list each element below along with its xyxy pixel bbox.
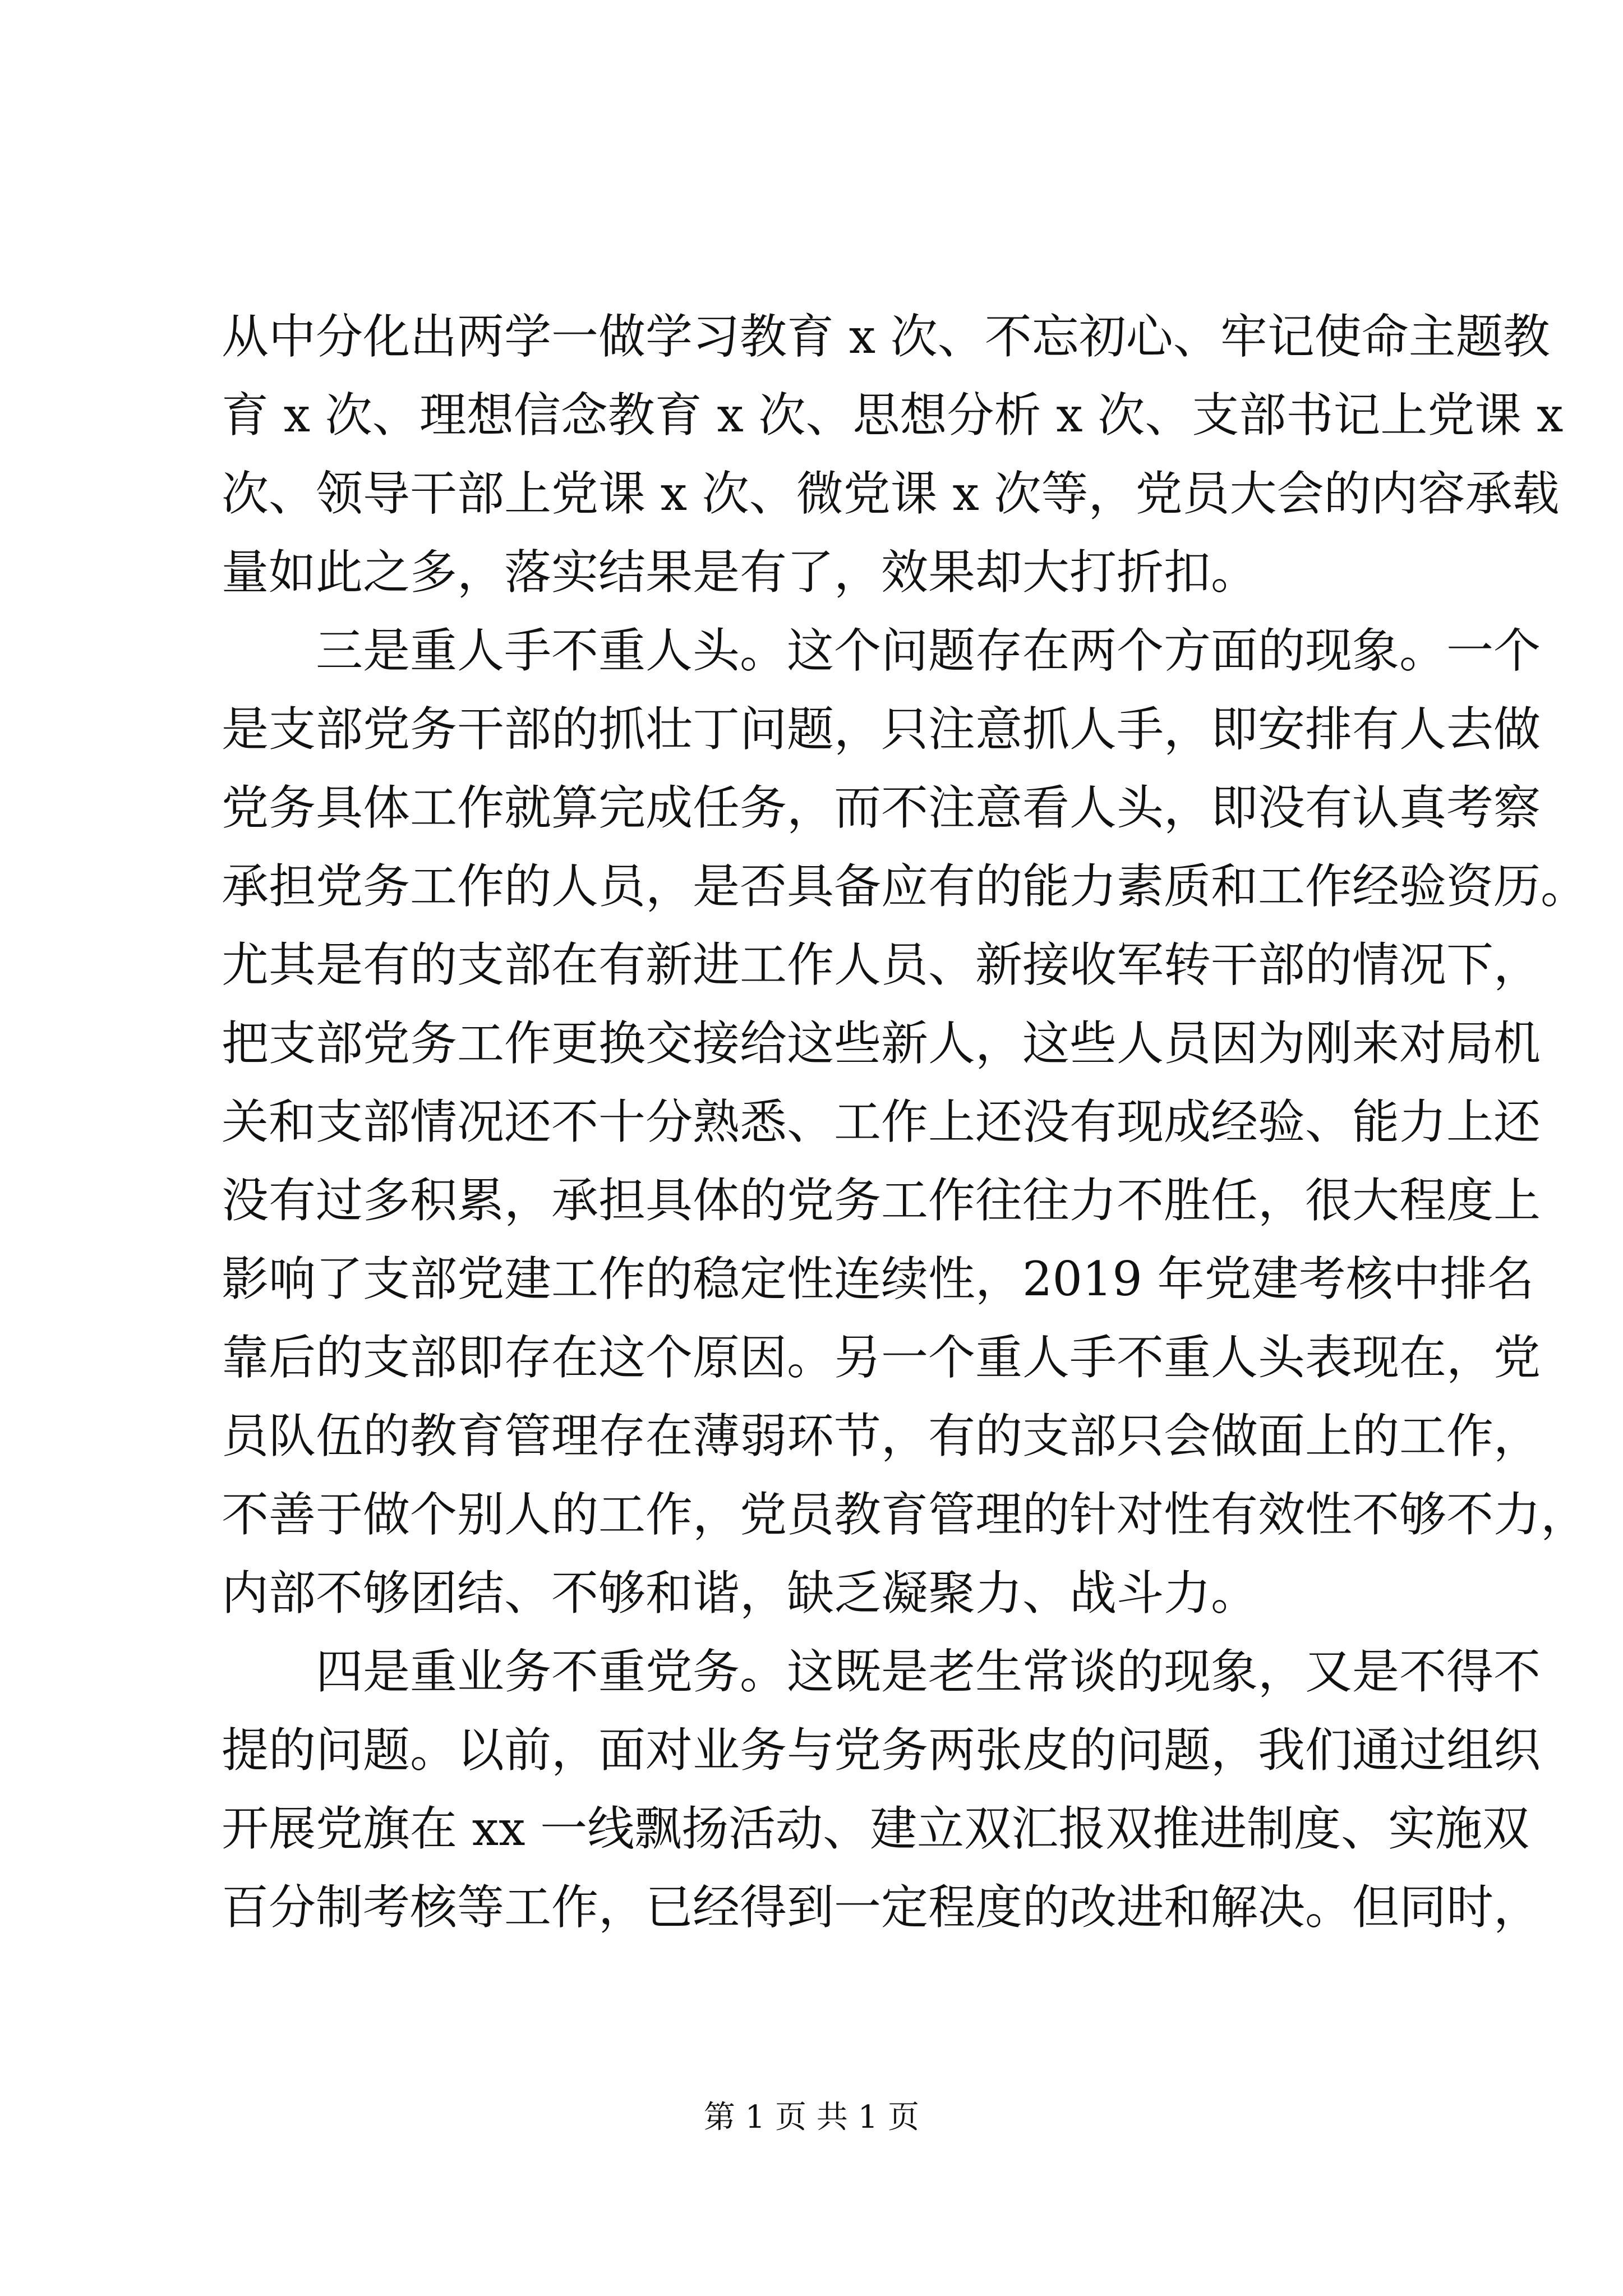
text-line: 从中分化出两学一做学习教育 x 次、不忘初心、牢记使命主题教 xyxy=(222,309,1550,364)
text-line: 没有过多积累，承担具体的党务工作往往力不胜任，很大程度上 xyxy=(222,1173,1541,1228)
text-line: 党务具体工作就算完成任务，而不注意看人头，即没有认真考察 xyxy=(222,780,1541,835)
text-line: 影响了支部党建工作的稳定性连续性，2019 年党建考核中排名 xyxy=(222,1251,1534,1306)
text-line: 员队伍的教育管理存在薄弱环节，有的支部只会做面上的工作， xyxy=(222,1409,1541,1464)
paragraph-start-line: 四是重业务不重党务。这既是老生常谈的现象，又是不得不 xyxy=(316,1644,1541,1699)
text-line: 量如此之多，落实结果是有了，效果却大打折扣。 xyxy=(222,545,1258,600)
text-line: 次、领导干部上党课 x 次、微党课 x 次等，党员大会的内容承载 xyxy=(222,466,1560,521)
text-line: 不善于做个别人的工作，党员教育管理的针对性有效性不够不力， xyxy=(222,1487,1588,1542)
text-line: 育 x 次、理想信念教育 x 次、思想分析 x 次、支部书记上党课 x xyxy=(222,388,1564,443)
paragraph-start-line: 三是重人手不重人头。这个问题存在两个方面的现象。一个 xyxy=(316,623,1541,678)
text-line: 关和支部情况还不十分熟悉、工作上还没有现成经验、能力上还 xyxy=(222,1094,1541,1149)
text-line: 百分制考核等工作，已经得到一定程度的改进和解决。但同时， xyxy=(222,1880,1541,1935)
text-line: 尤其是有的支部在有新进工作人员、新接收军转干部的情况下， xyxy=(222,937,1541,992)
text-line: 开展党旗在 xx 一线飘扬活动、建立双汇报双推进制度、实施双 xyxy=(222,1801,1530,1856)
text-line: 把支部党务工作更换交接给这些新人，这些人员因为刚来对局机 xyxy=(222,1016,1541,1071)
text-line: 承担党务工作的人员，是否具备应有的能力素质和工作经验资历。 xyxy=(222,859,1588,914)
text-line: 是支部党务干部的抓壮丁问题，只注意抓人手，即安排有人去做 xyxy=(222,702,1541,757)
text-line: 靠后的支部即存在这个原因。另一个重人手不重人头表现在，党 xyxy=(222,1330,1541,1385)
page-footer: 第 1 页 共 1 页 xyxy=(703,2099,920,2136)
text-line: 内部不够团结、不够和谐，缺乏凝聚力、战斗力。 xyxy=(222,1566,1258,1621)
text-line: 提的问题。以前，面对业务与党务两张皮的问题，我们通过组织 xyxy=(222,1723,1541,1778)
